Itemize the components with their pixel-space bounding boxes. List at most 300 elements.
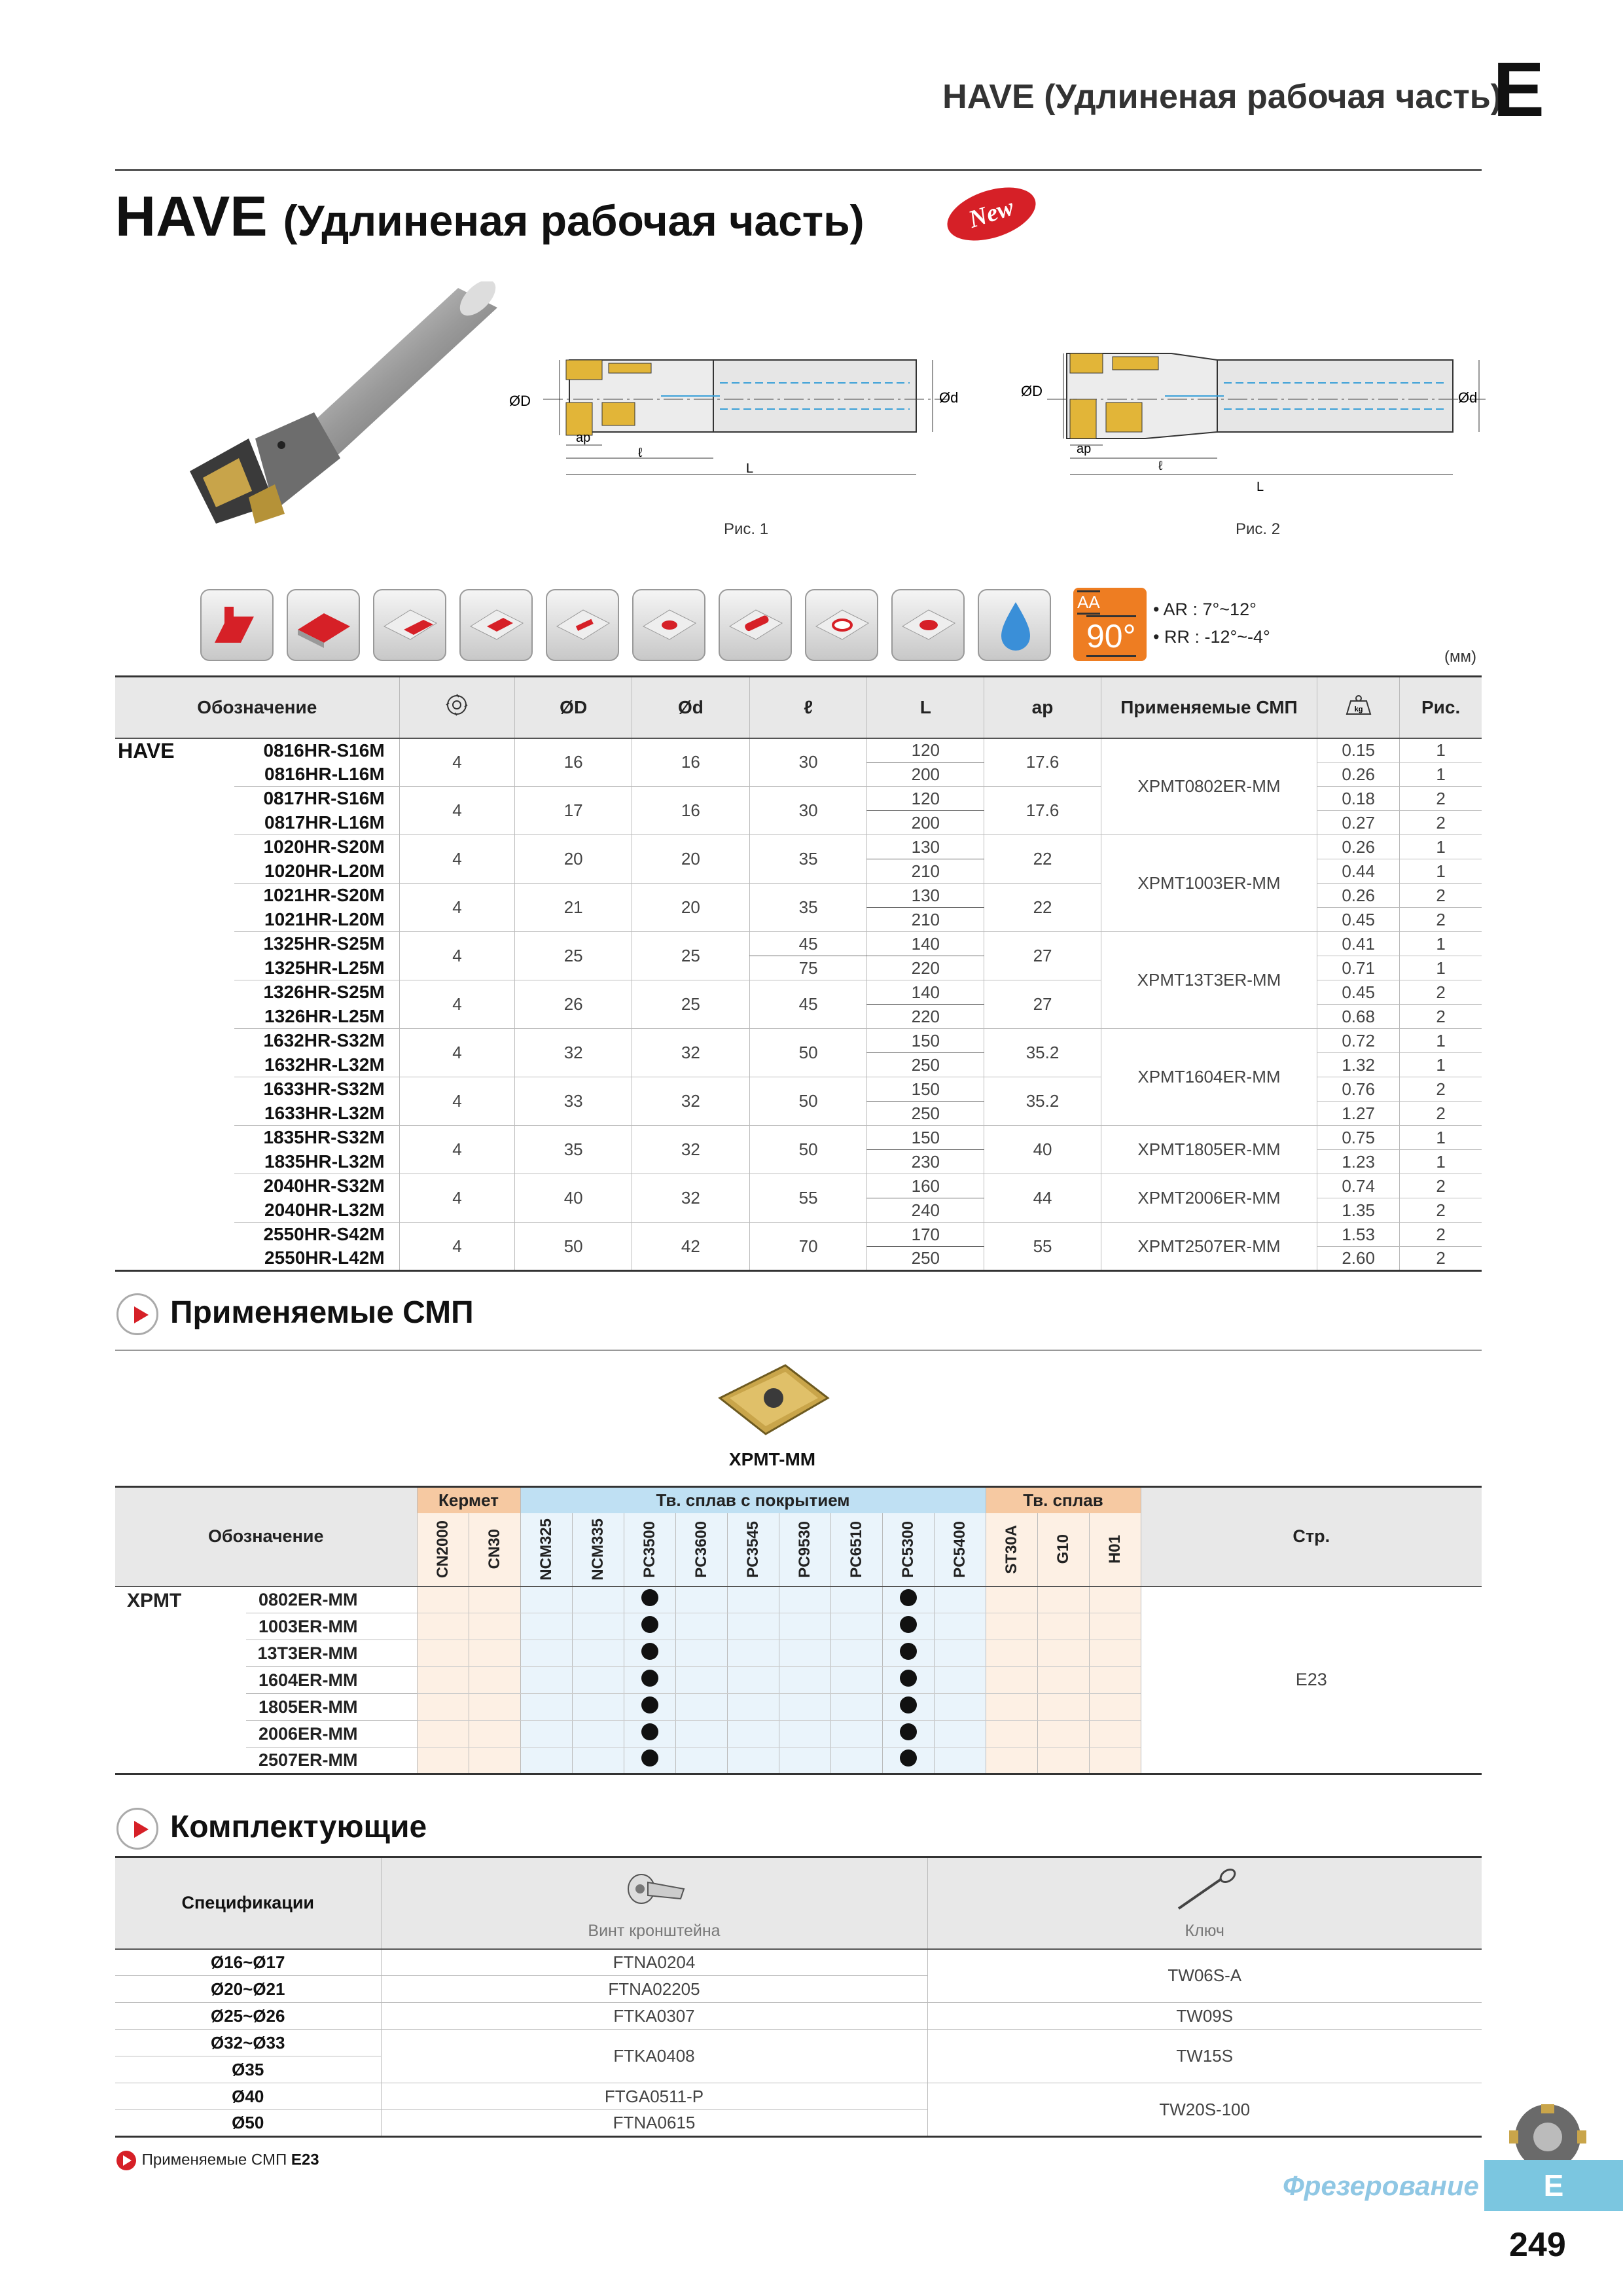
designation-cell: 1020HR-L20M bbox=[234, 859, 399, 884]
figure-cell: 2 bbox=[1400, 1174, 1482, 1198]
acc-screw-label: Винт кронштейна bbox=[588, 1921, 721, 1940]
d-cell: 32 bbox=[632, 1174, 750, 1223]
grade-cell bbox=[727, 1640, 779, 1667]
designation-cell: 0817HR-S16M bbox=[263, 788, 385, 809]
grade-cell bbox=[572, 1587, 624, 1613]
weight-cell: 0.74 bbox=[1317, 1174, 1400, 1198]
flutes-cell: 4 bbox=[399, 738, 515, 787]
figure-cell: 2 bbox=[1400, 884, 1482, 908]
ap-cell: 17.6 bbox=[984, 738, 1101, 787]
grade-cell bbox=[1089, 1721, 1141, 1748]
weight-cell: 1.53 bbox=[1317, 1223, 1400, 1247]
grade-name: CN30 bbox=[485, 1529, 503, 1570]
D-cell: 33 bbox=[515, 1077, 632, 1126]
designation-cell: 1325HR-S25M bbox=[263, 933, 385, 954]
grade-name: PC5300 bbox=[899, 1520, 917, 1578]
fig2-L: L bbox=[1257, 480, 1264, 494]
L-cell: 160 bbox=[867, 1174, 984, 1198]
flutes-cell: 4 bbox=[399, 1174, 515, 1223]
weight-cell: 0.26 bbox=[1317, 884, 1400, 908]
grade-cell bbox=[675, 1613, 727, 1640]
grade-cell bbox=[417, 1694, 469, 1721]
weight-cell: 0.72 bbox=[1317, 1029, 1400, 1053]
L-cell: 230 bbox=[867, 1150, 984, 1174]
L-cell: 130 bbox=[867, 884, 984, 908]
figure-cell: 1 bbox=[1400, 835, 1482, 859]
key-cell: TW20S-100 bbox=[927, 2083, 1482, 2137]
fig1-l: ℓ bbox=[638, 446, 643, 460]
section-rule bbox=[115, 1350, 1482, 1351]
grade-row-designation: 0802ER-MM bbox=[246, 1587, 417, 1613]
L-cell: 200 bbox=[867, 762, 984, 787]
grade-cell bbox=[1037, 1721, 1089, 1748]
D-cell: 17 bbox=[515, 787, 632, 835]
grade-cell bbox=[882, 1721, 934, 1748]
step-milling-icon bbox=[459, 589, 533, 661]
l-cell: 45 bbox=[749, 980, 867, 1029]
insert-photo bbox=[707, 1359, 838, 1444]
availability-dot-icon bbox=[900, 1643, 917, 1660]
L-cell: 170 bbox=[867, 1223, 984, 1247]
title-main: HAVE bbox=[115, 185, 268, 248]
title-sub: (Удлиненая рабочая часть) bbox=[283, 196, 865, 245]
figure-cell: 2 bbox=[1400, 1223, 1482, 1247]
flutes-cell: 4 bbox=[399, 787, 515, 835]
designation-cell: 0817HR-L16M bbox=[234, 811, 399, 835]
d-cell: 20 bbox=[632, 884, 750, 932]
flutes-cell: 4 bbox=[399, 1029, 515, 1077]
designation-cell: 1326HR-S25M bbox=[263, 982, 385, 1003]
rake-angles bbox=[1153, 596, 1270, 651]
grade-cell bbox=[1089, 1748, 1141, 1774]
grade-cell bbox=[572, 1640, 624, 1667]
shoulder-milling-icon bbox=[200, 589, 274, 661]
grade-row-designation: 1003ER-MM bbox=[246, 1613, 417, 1640]
designation-cell: 1632HR-L32M bbox=[234, 1053, 399, 1077]
section-arrow-icon bbox=[116, 1808, 158, 1850]
flutes-cell: 4 bbox=[399, 884, 515, 932]
availability-dot-icon bbox=[641, 1589, 658, 1606]
grade-header bbox=[934, 1513, 986, 1587]
grade-cell bbox=[675, 1587, 727, 1613]
L-cell: 210 bbox=[867, 908, 984, 932]
grade-cell bbox=[675, 1694, 727, 1721]
screw-icon bbox=[615, 1866, 694, 1918]
L-cell: 240 bbox=[867, 1198, 984, 1223]
grade-cell bbox=[727, 1721, 779, 1748]
availability-dot-icon bbox=[641, 1670, 658, 1687]
grade-cell bbox=[469, 1748, 520, 1774]
fig2-ap: ap bbox=[1077, 442, 1092, 456]
designation-cell: 1020HR-S20M bbox=[263, 836, 385, 857]
figure-cell: 2 bbox=[1400, 1005, 1482, 1029]
product-photo bbox=[177, 281, 510, 543]
L-cell: 150 bbox=[867, 1077, 984, 1102]
col-l: ℓ bbox=[749, 677, 867, 738]
spec-cell: Ø20~Ø21 bbox=[115, 1976, 381, 2003]
d-cell: 42 bbox=[632, 1223, 750, 1271]
grade-cell bbox=[727, 1667, 779, 1694]
accessory-row bbox=[115, 2083, 1482, 2110]
l-cell: 70 bbox=[749, 1223, 867, 1271]
flutes-icon bbox=[444, 692, 470, 718]
table-row bbox=[115, 1029, 1482, 1053]
col-L: L bbox=[867, 677, 984, 738]
ap-cell: 55 bbox=[984, 1223, 1101, 1271]
spec-cell: Ø35 bbox=[115, 2056, 381, 2083]
grade-group-header: Тв. сплав bbox=[986, 1487, 1141, 1513]
grade-cell bbox=[572, 1667, 624, 1694]
L-cell: 250 bbox=[867, 1247, 984, 1271]
grade-cell bbox=[882, 1694, 934, 1721]
ap-cell: 40 bbox=[984, 1126, 1101, 1174]
weight-cell: 0.68 bbox=[1317, 1005, 1400, 1029]
d-cell: 16 bbox=[632, 787, 750, 835]
aa-value: 90° bbox=[1086, 615, 1136, 657]
grade-cell bbox=[882, 1667, 934, 1694]
grade-cell bbox=[830, 1667, 882, 1694]
grade-cell bbox=[830, 1640, 882, 1667]
insert-cell: XPMT13T3ER-MM bbox=[1101, 932, 1317, 1029]
designation-cell: 1632HR-S32M bbox=[263, 1030, 385, 1051]
grade-cell bbox=[1089, 1640, 1141, 1667]
grade-header bbox=[520, 1513, 572, 1587]
section-inserts-title: Применяемые СМП bbox=[170, 1295, 474, 1330]
L-cell: 210 bbox=[867, 859, 984, 884]
figure-cell: 1 bbox=[1400, 859, 1482, 884]
key-icon bbox=[1166, 1866, 1244, 1918]
availability-dot-icon bbox=[641, 1723, 658, 1740]
figure-cell: 1 bbox=[1400, 1126, 1482, 1150]
D-cell: 50 bbox=[515, 1223, 632, 1271]
availability-dot-icon bbox=[900, 1749, 917, 1767]
availability-dot-icon bbox=[641, 1749, 658, 1767]
l-cell: 50 bbox=[749, 1077, 867, 1126]
grade-header bbox=[469, 1513, 520, 1587]
operation-icons bbox=[200, 589, 1051, 661]
grade-cell bbox=[779, 1587, 830, 1613]
grade-row-designation: 2006ER-MM bbox=[246, 1721, 417, 1748]
fig2-l: ℓ bbox=[1158, 459, 1163, 473]
grade-cell bbox=[882, 1613, 934, 1640]
grade-cell bbox=[469, 1640, 520, 1667]
drawing-fig2 bbox=[1021, 340, 1492, 497]
designation-cell: 1326HR-L25M bbox=[234, 1005, 399, 1029]
footer-note-page: E23 bbox=[291, 2151, 319, 2169]
spec-cell: Ø50 bbox=[115, 2110, 381, 2137]
grade-header bbox=[572, 1513, 624, 1587]
col-insert: Применяемые СМП bbox=[1101, 677, 1317, 738]
grade-cell bbox=[1037, 1667, 1089, 1694]
grade-cell bbox=[727, 1748, 779, 1774]
grade-cell bbox=[779, 1721, 830, 1748]
insert-cell: XPMT1805ER-MM bbox=[1101, 1126, 1317, 1174]
grade-header bbox=[830, 1513, 882, 1587]
plunge-icon bbox=[805, 589, 878, 661]
grade-cell bbox=[934, 1748, 986, 1774]
weight-cell: 0.45 bbox=[1317, 980, 1400, 1005]
D-cell: 25 bbox=[515, 932, 632, 980]
table-row bbox=[115, 1223, 1482, 1247]
new-badge-text: New bbox=[965, 193, 1018, 234]
designation-cell: 1021HR-L20M bbox=[234, 908, 399, 932]
grade-cell bbox=[1089, 1613, 1141, 1640]
table-row bbox=[115, 1126, 1482, 1150]
grade-cell bbox=[779, 1613, 830, 1640]
L-cell: 220 bbox=[867, 956, 984, 980]
grade-header bbox=[986, 1513, 1037, 1587]
weight-cell: 0.41 bbox=[1317, 932, 1400, 956]
screw-cell: FTNA02205 bbox=[381, 1976, 927, 2003]
grade-header bbox=[1037, 1513, 1089, 1587]
grade-row-designation: 13T3ER-MM bbox=[246, 1640, 417, 1667]
fig1-L: L bbox=[746, 461, 754, 476]
unit-label: (мм) bbox=[1444, 648, 1476, 666]
acc-key-header bbox=[927, 1857, 1482, 1949]
new-badge-icon bbox=[942, 185, 1041, 243]
designation-cell: 2040HR-S32M bbox=[263, 1175, 385, 1196]
grade-group-header: Кермет bbox=[417, 1487, 520, 1513]
grade-cell bbox=[572, 1694, 624, 1721]
figure-cell: 2 bbox=[1400, 1102, 1482, 1126]
grade-cell bbox=[675, 1667, 727, 1694]
grade-cell bbox=[934, 1613, 986, 1640]
l-cell: 30 bbox=[749, 738, 867, 787]
weight-cell: 0.27 bbox=[1317, 811, 1400, 835]
grade-cell bbox=[675, 1721, 727, 1748]
acc-spec-header: Спецификации bbox=[115, 1857, 381, 1949]
D-cell: 20 bbox=[515, 835, 632, 884]
weight-cell: 0.26 bbox=[1317, 762, 1400, 787]
grade-cell bbox=[934, 1587, 986, 1613]
grade-brand-cell: XPMT bbox=[127, 1589, 182, 1611]
availability-dot-icon bbox=[900, 1723, 917, 1740]
figure-cell: 2 bbox=[1400, 1247, 1482, 1271]
col-d: Ød bbox=[632, 677, 750, 738]
page-number: 249 bbox=[1509, 2226, 1566, 2264]
d-cell: 32 bbox=[632, 1029, 750, 1077]
grade-cell bbox=[882, 1640, 934, 1667]
grade-cell bbox=[624, 1721, 675, 1748]
page-ref-header: Стр. bbox=[1141, 1487, 1482, 1587]
L-cell: 200 bbox=[867, 811, 984, 835]
running-header-title: HAVE (Удлиненая рабочая часть) bbox=[942, 78, 1502, 116]
face-milling-icon bbox=[287, 589, 360, 661]
pocketing-icon bbox=[719, 589, 792, 661]
designation-cell: 1633HR-L32M bbox=[234, 1102, 399, 1126]
grade-cell bbox=[520, 1587, 572, 1613]
availability-dot-icon bbox=[900, 1589, 917, 1606]
figure-cell: 1 bbox=[1400, 932, 1482, 956]
section-arrow-icon bbox=[116, 1293, 158, 1335]
weight-cell: 0.76 bbox=[1317, 1077, 1400, 1102]
availability-dot-icon bbox=[900, 1670, 917, 1687]
grade-cell bbox=[1037, 1694, 1089, 1721]
page-ref-cell: E23 bbox=[1141, 1587, 1482, 1774]
L-cell: 140 bbox=[867, 980, 984, 1005]
grade-cell bbox=[1089, 1694, 1141, 1721]
weight-cell: 1.27 bbox=[1317, 1102, 1400, 1126]
D-cell: 40 bbox=[515, 1174, 632, 1223]
grade-cell bbox=[727, 1587, 779, 1613]
weight-icon bbox=[1344, 693, 1373, 717]
designation-cell: 1325HR-L25M bbox=[234, 956, 399, 980]
grade-row-designation: 1805ER-MM bbox=[246, 1694, 417, 1721]
grade-cell bbox=[624, 1587, 675, 1613]
weight-cell: 0.15 bbox=[1317, 738, 1400, 762]
ap-cell: 22 bbox=[984, 835, 1101, 884]
weight-cell: 1.35 bbox=[1317, 1198, 1400, 1223]
figure-cell: 1 bbox=[1400, 956, 1482, 980]
weight-cell: 0.75 bbox=[1317, 1126, 1400, 1150]
insert-cell: XPMT2006ER-MM bbox=[1101, 1174, 1317, 1223]
grade-cell bbox=[1089, 1667, 1141, 1694]
L-cell: 150 bbox=[867, 1029, 984, 1053]
brand-cell: HAVE bbox=[118, 738, 175, 762]
D-cell: 16 bbox=[515, 738, 632, 787]
l-cell: 35 bbox=[749, 835, 867, 884]
l-cell: 75 bbox=[749, 956, 867, 980]
figure-cell: 1 bbox=[1400, 1029, 1482, 1053]
profiling-icon bbox=[891, 589, 965, 661]
L-cell: 130 bbox=[867, 835, 984, 859]
grade-cell bbox=[417, 1640, 469, 1667]
screw-cell: FTNA0204 bbox=[381, 1949, 927, 1976]
figure-cell: 2 bbox=[1400, 908, 1482, 932]
fig1-caption: Рис. 1 bbox=[724, 520, 769, 538]
figure-cell: 2 bbox=[1400, 1198, 1482, 1223]
L-cell: 250 bbox=[867, 1102, 984, 1126]
grade-cell bbox=[469, 1667, 520, 1694]
table-row bbox=[115, 1174, 1482, 1198]
grade-cell bbox=[882, 1587, 934, 1613]
grade-cell bbox=[779, 1640, 830, 1667]
col-weight bbox=[1317, 677, 1400, 738]
grade-cell bbox=[986, 1640, 1037, 1667]
grade-cell bbox=[520, 1613, 572, 1640]
ramping-icon bbox=[546, 589, 619, 661]
designation-cell: 0816HR-S16M bbox=[263, 740, 385, 761]
l-cell: 55 bbox=[749, 1174, 867, 1223]
drawing-fig1 bbox=[504, 340, 975, 497]
grade-name: H01 bbox=[1105, 1534, 1124, 1564]
header-rule bbox=[115, 169, 1482, 171]
grade-cell bbox=[520, 1667, 572, 1694]
grade-cell bbox=[520, 1694, 572, 1721]
D-cell: 35 bbox=[515, 1126, 632, 1174]
grade-cell bbox=[624, 1667, 675, 1694]
designation-cell: 1633HR-S32M bbox=[263, 1079, 385, 1100]
grade-row-designation: 2507ER-MM bbox=[246, 1748, 417, 1774]
fig2-d: Ød bbox=[1458, 389, 1478, 406]
section-name: Фрезерование bbox=[1283, 2170, 1479, 2201]
grade-header bbox=[417, 1513, 469, 1587]
aa-label: AA bbox=[1077, 590, 1100, 615]
grade-cell bbox=[624, 1613, 675, 1640]
screw-cell: FTKA0307 bbox=[381, 2003, 927, 2030]
figure-cell: 1 bbox=[1400, 1053, 1482, 1077]
fig1-ap: ap bbox=[576, 431, 591, 445]
weight-cell: 0.45 bbox=[1317, 908, 1400, 932]
grade-cell bbox=[624, 1748, 675, 1774]
flutes-cell: 4 bbox=[399, 835, 515, 884]
spec-cell: Ø32~Ø33 bbox=[115, 2030, 381, 2056]
grade-header bbox=[1089, 1513, 1141, 1587]
grade-cell bbox=[1089, 1587, 1141, 1613]
grade-name: PC5400 bbox=[950, 1520, 969, 1578]
D-cell: 21 bbox=[515, 884, 632, 932]
grade-cell bbox=[830, 1613, 882, 1640]
accessory-row bbox=[115, 2003, 1482, 2030]
availability-dot-icon bbox=[641, 1696, 658, 1713]
grade-cell bbox=[830, 1721, 882, 1748]
grade-header bbox=[675, 1513, 727, 1587]
ap-cell: 35.2 bbox=[984, 1077, 1101, 1126]
col-ap: ap bbox=[984, 677, 1101, 738]
weight-cell: 1.23 bbox=[1317, 1150, 1400, 1174]
availability-dot-icon bbox=[900, 1616, 917, 1633]
weight-cell: 2.60 bbox=[1317, 1247, 1400, 1271]
weight-cell: 0.18 bbox=[1317, 787, 1400, 811]
grade-cell bbox=[934, 1667, 986, 1694]
grade-cell bbox=[624, 1640, 675, 1667]
grade-name: PC3500 bbox=[640, 1520, 658, 1578]
grade-row bbox=[115, 1587, 1482, 1613]
table-row bbox=[115, 835, 1482, 859]
grade-name: PC9530 bbox=[795, 1520, 813, 1578]
D-cell: 32 bbox=[515, 1029, 632, 1077]
screw-cell: FTNA0615 bbox=[381, 2110, 927, 2137]
grade-cell bbox=[986, 1613, 1037, 1640]
svg-text:kg: kg bbox=[1354, 706, 1363, 714]
product-table bbox=[115, 675, 1482, 1272]
insert-cell: XPMT0802ER-MM bbox=[1101, 738, 1317, 835]
col-D: ØD bbox=[515, 677, 632, 738]
helical-icon bbox=[632, 589, 705, 661]
grade-cell bbox=[520, 1721, 572, 1748]
section-letter: E bbox=[1493, 46, 1544, 133]
grade-name: NCM325 bbox=[537, 1518, 555, 1581]
L-cell: 120 bbox=[867, 787, 984, 811]
figure-cell: 1 bbox=[1400, 738, 1482, 762]
grade-cell bbox=[469, 1613, 520, 1640]
accessory-row bbox=[115, 1949, 1482, 1976]
figure-cell: 2 bbox=[1400, 811, 1482, 835]
grade-name: CN2000 bbox=[433, 1520, 452, 1579]
section-tab: E bbox=[1484, 2160, 1623, 2211]
weight-cell: 0.26 bbox=[1317, 835, 1400, 859]
grade-name: PC3600 bbox=[692, 1520, 710, 1578]
designation-cell: 2550HR-S42M bbox=[263, 1224, 385, 1245]
grade-cell bbox=[572, 1721, 624, 1748]
flutes-cell: 4 bbox=[399, 980, 515, 1029]
grade-cell bbox=[727, 1694, 779, 1721]
grade-cell bbox=[986, 1587, 1037, 1613]
grade-cell bbox=[830, 1694, 882, 1721]
d-cell: 25 bbox=[632, 980, 750, 1029]
grade-cell bbox=[520, 1748, 572, 1774]
spec-cell: Ø40 bbox=[115, 2083, 381, 2110]
L-cell: 140 bbox=[867, 932, 984, 956]
grade-cell bbox=[572, 1748, 624, 1774]
grade-cell bbox=[882, 1748, 934, 1774]
d-cell: 16 bbox=[632, 738, 750, 787]
figure-cell: 1 bbox=[1400, 1150, 1482, 1174]
flutes-cell: 4 bbox=[399, 932, 515, 980]
grade-cell bbox=[624, 1694, 675, 1721]
grade-cell bbox=[417, 1587, 469, 1613]
grade-cell bbox=[934, 1694, 986, 1721]
